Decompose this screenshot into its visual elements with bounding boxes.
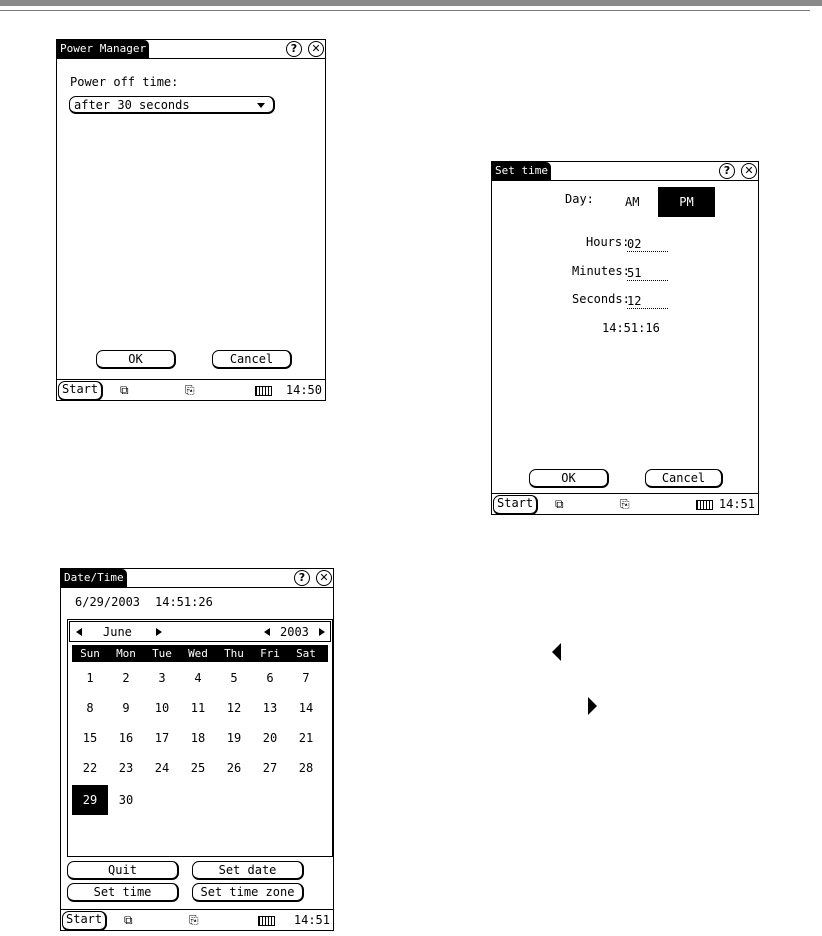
calendar-day[interactable]: 3 [158, 671, 166, 685]
weekday-label: Thu [224, 647, 244, 660]
calendar-day[interactable]: 2 [122, 671, 130, 685]
prev-year-icon[interactable] [264, 628, 270, 636]
set-time-titlebar [492, 162, 758, 181]
calendar-day[interactable]: 4 [194, 671, 202, 685]
minutes-field[interactable]: 51 [627, 266, 668, 281]
calendar-day[interactable]: 30 [118, 793, 134, 807]
pm-option[interactable]: PM [658, 187, 715, 217]
help-icon[interactable]: ? [294, 570, 310, 586]
seconds-field[interactable]: 12 [627, 294, 668, 309]
calendar-day[interactable]: 15 [82, 731, 98, 745]
taskbar [492, 493, 758, 514]
calendar-day[interactable]: 17 [154, 731, 170, 745]
help-icon[interactable]: ? [719, 163, 735, 179]
close-icon[interactable]: ✕ [741, 163, 757, 179]
calendar-day[interactable]: 9 [122, 701, 130, 715]
minutes-label: Minutes: [572, 264, 630, 278]
ok-button[interactable]: OK [96, 350, 176, 369]
weekday-label: Tue [152, 647, 172, 660]
calendar-day[interactable]: 18 [190, 731, 206, 745]
date-time-screen [60, 568, 334, 931]
calendar-day[interactable]: 19 [226, 731, 242, 745]
calendar-day[interactable]: 5 [230, 671, 238, 685]
power-off-value: after 30 seconds [74, 98, 190, 112]
current-time: 14:51:16 [602, 321, 660, 335]
calendar-day[interactable]: 22 [82, 761, 98, 775]
ok-button[interactable]: OK [529, 469, 609, 488]
year-label: 2003 [280, 625, 309, 639]
close-icon[interactable]: ✕ [316, 570, 332, 586]
calendar-day[interactable]: 25 [190, 761, 206, 775]
power-manager-titlebar [57, 40, 325, 59]
calendar-day[interactable]: 23 [118, 761, 134, 775]
keyboard-icon[interactable] [255, 386, 272, 396]
set-time-screen [491, 161, 759, 515]
keyboard-icon[interactable] [258, 916, 275, 926]
windows-icon[interactable]: ⧉ [120, 383, 129, 397]
calendar-day[interactable]: 24 [154, 761, 170, 775]
weekday-label: Sun [80, 647, 100, 660]
calendar-day[interactable]: 28 [298, 761, 314, 775]
clock: 14:51 [718, 497, 755, 511]
windows-icon[interactable]: ⧉ [124, 913, 133, 927]
next-year-icon[interactable] [319, 628, 325, 636]
day-label: Day: [565, 192, 594, 206]
calendar [67, 619, 333, 857]
chevron-down-icon [257, 103, 265, 108]
left-arrow-icon [552, 643, 561, 661]
power-off-select[interactable] [69, 96, 275, 114]
calendar-day[interactable]: 16 [118, 731, 134, 745]
right-arrow-icon [588, 697, 597, 715]
quit-button[interactable]: Quit [67, 861, 179, 880]
keyboard-icon[interactable] [696, 500, 713, 510]
calendar-day[interactable]: 21 [298, 731, 314, 745]
calendar-day[interactable]: 20 [262, 731, 278, 745]
set-date-button[interactable]: Set date [192, 861, 304, 880]
seconds-label: Seconds: [572, 292, 630, 306]
power-manager-screen [56, 39, 326, 401]
calendar-day-selected[interactable]: 29 [72, 785, 108, 815]
set-time-button[interactable]: Set time [67, 883, 179, 902]
connection-icon[interactable]: ⎘ [185, 383, 195, 397]
window-title: Set time [492, 162, 551, 180]
start-button[interactable]: Start [62, 911, 107, 931]
calendar-day[interactable]: 7 [302, 671, 310, 685]
prev-month-icon[interactable] [76, 628, 82, 636]
start-button[interactable]: Start [58, 381, 103, 401]
windows-icon[interactable]: ⧉ [555, 497, 564, 511]
connection-icon[interactable]: ⎘ [620, 497, 630, 511]
document-header-line [0, 10, 810, 11]
document-header-bar [0, 0, 822, 6]
current-date: 6/29/2003 [75, 595, 141, 609]
weekday-header [72, 645, 328, 662]
calendar-day[interactable]: 26 [226, 761, 242, 775]
window-title: Power Manager [57, 40, 149, 58]
calendar-day[interactable]: 14 [298, 701, 314, 715]
calendar-day[interactable]: 11 [190, 701, 206, 715]
cancel-button[interactable]: Cancel [212, 350, 292, 369]
date-time-titlebar [61, 569, 333, 588]
calendar-day[interactable]: 8 [86, 701, 94, 715]
taskbar [57, 379, 325, 400]
month-label: June [103, 625, 132, 639]
window-title: Date/Time [61, 569, 127, 587]
connection-icon[interactable]: ⎘ [189, 913, 199, 927]
power-off-label: Power off time: [70, 75, 179, 89]
am-option[interactable]: AM [625, 195, 640, 209]
clock: 14:50 [285, 383, 322, 397]
current-time: 14:51:26 [155, 595, 213, 609]
calendar-day[interactable]: 1 [86, 671, 94, 685]
calendar-day[interactable]: 27 [262, 761, 278, 775]
taskbar [61, 909, 333, 930]
weekday-label: Fri [260, 647, 280, 660]
weekday-label: Sat [296, 647, 316, 660]
next-month-icon[interactable] [156, 628, 162, 636]
start-button[interactable]: Start [493, 495, 538, 515]
set-time-zone-button[interactable]: Set time zone [192, 883, 304, 902]
calendar-day[interactable]: 13 [262, 701, 278, 715]
calendar-navigation [69, 621, 331, 642]
weekday-label: Mon [116, 647, 136, 660]
weekday-label: Wed [188, 647, 208, 660]
hours-field[interactable]: 02 [627, 237, 668, 252]
hours-label: Hours: [586, 235, 630, 249]
calendar-day[interactable]: 6 [266, 671, 274, 685]
calendar-day[interactable]: 12 [226, 701, 242, 715]
help-icon[interactable]: ? [286, 41, 302, 57]
cancel-button[interactable]: Cancel [645, 469, 723, 488]
clock: 14:51 [293, 913, 330, 927]
close-icon[interactable]: ✕ [308, 41, 324, 57]
calendar-day[interactable]: 10 [154, 701, 170, 715]
